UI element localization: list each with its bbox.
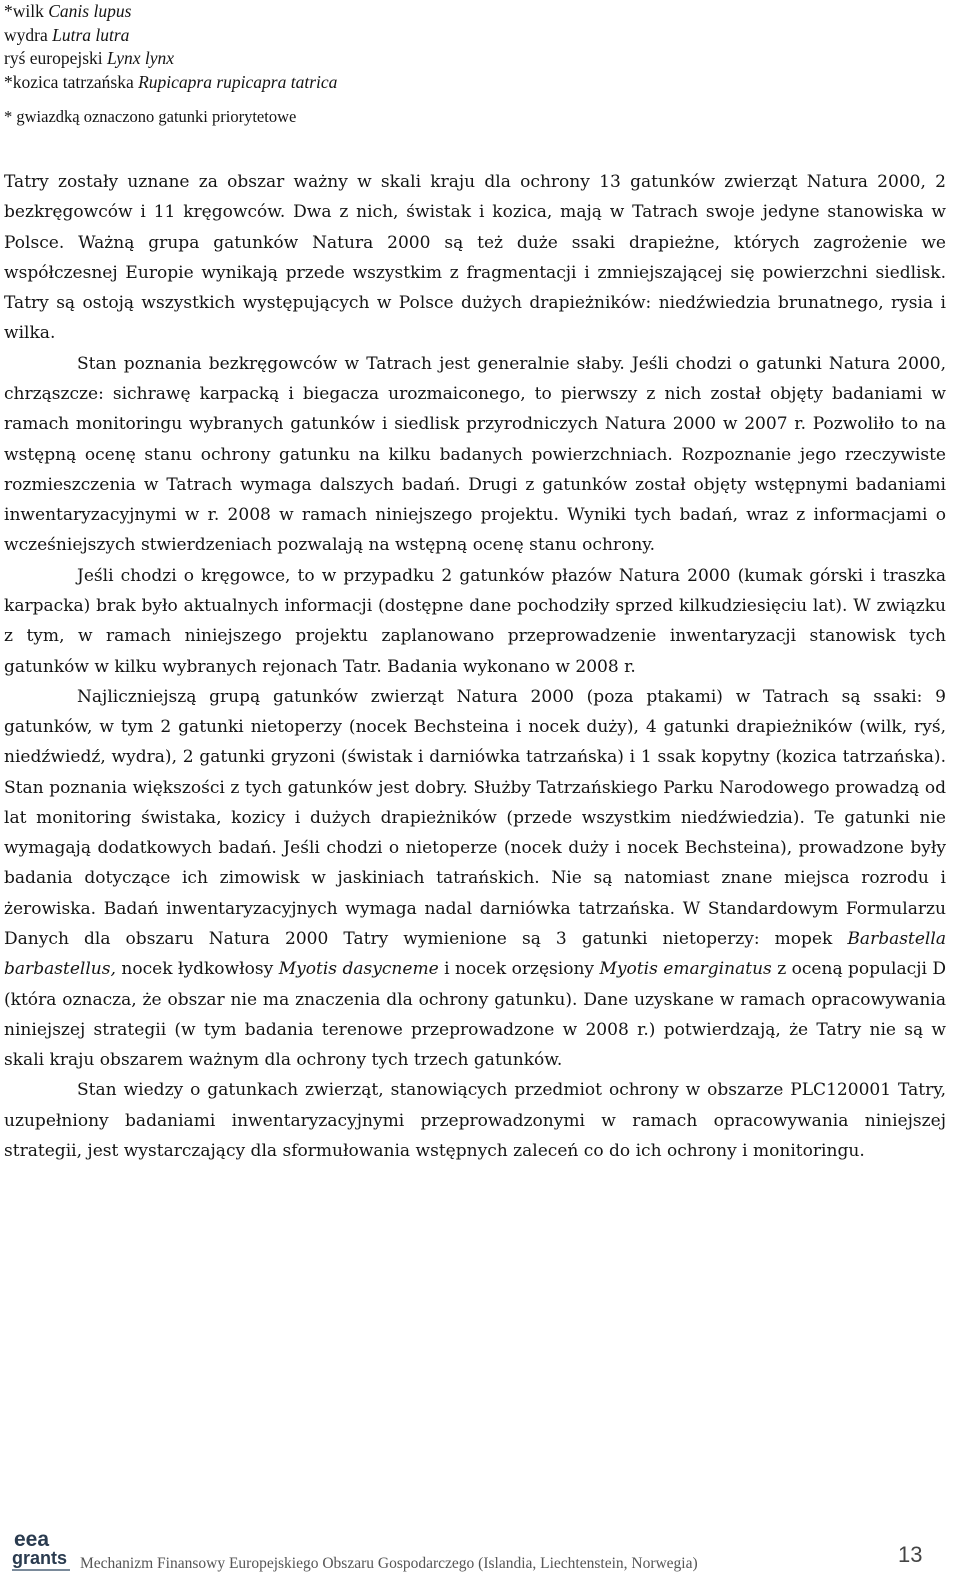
latin-name: Myotis dasycneme bbox=[278, 959, 439, 980]
species-item: wydra Lutra lutra bbox=[4, 24, 130, 45]
species-item: *wilk Canis lupus bbox=[4, 1, 132, 21]
body-text bbox=[4, 167, 946, 1166]
paragraph: Tatry zostały uznane za obszar ważny w skali kraju dla ochrony 13 gatunków zwierząt Natura 2000, 2 bezkręgowców i 11 kręgowców. Dwa z nich, świstak i kozica, mają w Tatrach swoje jedyne stanowiska w Polsce. Ważną grupa gatunków Natura 2000 są też duże ssaki drapieżne, których zagrożenie we współczesnej Europie wynikają przede wszystkim z fragmentacji i zmniejszającej się powierzchni siedlisk. Tatry są ostoją wszystkich występujących w Polsce dużych drapieżników: niedźwiedzia brunatnego, rysia i wilka. bbox=[4, 172, 946, 344]
paragraph: Stan poznania bezkręgowców w Tatrach jest generalnie słaby. Jeśli chodzi o gatunki Natura 2000, chrząszcze: sichrawę karpacką i biegacza urozmaiconego, to pierwszy z nich został objęty badaniami w ramach monitoringu wybranych gatunków i siedlisk przyrodniczych Natura 2000 w 2007 r. Pozwoliło to na wstępną ocenę stanu ochrony gatunku na kilku badanych powierzchniach. Rozpoznanie jego rzeczywiste rozmieszczenia w Tatrach wymaga dalszych badań. Drugi z gatunków został objęty wstępnymi badaniami inwentaryzacyjnymi w r. 2008 w ramach niniejszego projektu. Wyniki tych badań, wraz z informacjami o wcześniejszych stwierdzeniach pozwalają na wstępną ocenę stanu ochrony. bbox=[4, 353, 946, 556]
latin-name: Lynx lynx bbox=[107, 48, 175, 68]
latin-name: Rupicapra rupicapra tatrica bbox=[138, 71, 338, 92]
latin-name: Barbastella barbastellus, bbox=[4, 929, 946, 980]
svg-text:grants: grants bbox=[12, 1548, 68, 1568]
page-footer bbox=[0, 1510, 960, 1585]
paragraph: Jeśli chodzi o kręgowce, to w przypadku 2 gatunków płazów Natura 2000 (kumak górski i traszka karpacka) brak było aktualnych informacji (dostępne dane pochodziły sprzed kilkudziesięciu lat). W związku z tym, w ramach niniejszego projektu zaplanowano przeprowadzenie inwentaryzacji stanowisk tych gatunków w kilku wybranych rejonach Tatr. Badania wykonano w 2008 r. bbox=[4, 565, 946, 677]
species-list bbox=[4, 0, 337, 94]
svg-text:eea: eea bbox=[14, 1528, 50, 1551]
priority-note: * gwiazdką oznaczono gatunki priorytetowe bbox=[4, 107, 297, 126]
page-number: 13 bbox=[898, 1542, 923, 1567]
species-item: *kozica tatrzańska Rupicapra rupicapra tatrica bbox=[4, 71, 338, 92]
latin-name: Lutra lutra bbox=[52, 24, 130, 45]
species-item: ryś europejski Lynx lynx bbox=[4, 48, 175, 68]
latin-name: Myotis emarginatus bbox=[599, 959, 772, 980]
eea-grants-logo bbox=[12, 1524, 72, 1576]
footer-text: Mechanizm Finansowy Europejskiego Obszaru Gospodarczego (Islandia, Liechtenstein, Norwegia) bbox=[80, 1555, 698, 1572]
paragraph: Najliczniejszą grupą gatunków zwierząt Natura 2000 (poza ptakami) w Tatrach są ssaki: 9 gatunków, w tym 2 gatunki nietoperzy (nocek Bechsteina i nocek duży), 4 gatunki drapieżników (wilk, ryś, niedźwiedź, wydra), 2 gatunki gryzoni (świstak i darniówka tatrzańska) i 1 ssak kopytny (kozica tatrzańska). Stan poznania większości z tych gatunków jest dobry. Służby Tatrzańskiego Parku Narodowego prowadzą od lat monitoring świstaka, kozicy i dużych drapieżników (przede wszystkim niedźwiedzia). Te gatunki nie wymagają dodatkowych badań. Jeśli chodzi o nietoperze (nocek duży i nocek Bechsteina), prowadzone były badania dotyczące ich zimowisk w jaskiniach tatrańskich. Nie są natomiast znane miejsca rozrodu i żerowiska. Badań inwentaryzacyjnych wymaga nadal darniówka tatrzańska. W Standardowym Formularzu Danych dla obszaru Natura 2000 Tatry wymienione są 3 gatunki nietoperzy: mopek Barbastella barbastellus, nocek łydkowłosy Myotis dasycneme i nocek orzęsiony Myotis emarginatus z oceną populacji D (która oznacza, że obszar nie ma znaczenia dla ochrony gatunku). Dane uzyskane w ramach opracowywania niniejszej strategii (w tym badania terenowe przeprowadzone w 2008 r.) potwierdzają, że Tatry nie są w skali kraju obszarem ważnym dla ochrony tych trzech gatunków. bbox=[4, 686, 946, 1071]
paragraph: Stan wiedzy o gatunkach zwierząt, stanowiących przedmiot ochrony w obszarze PLC120001 Tatry, uzupełniony badaniami inwentaryzacyjnymi przeprowadzonymi w ramach opracowywania niniejszej strategii, jest wystarczający dla sformułowania wstępnych zaleceń co do ich ochrony i monitoringu. bbox=[4, 1080, 946, 1161]
latin-name: Canis lupus bbox=[48, 1, 132, 21]
